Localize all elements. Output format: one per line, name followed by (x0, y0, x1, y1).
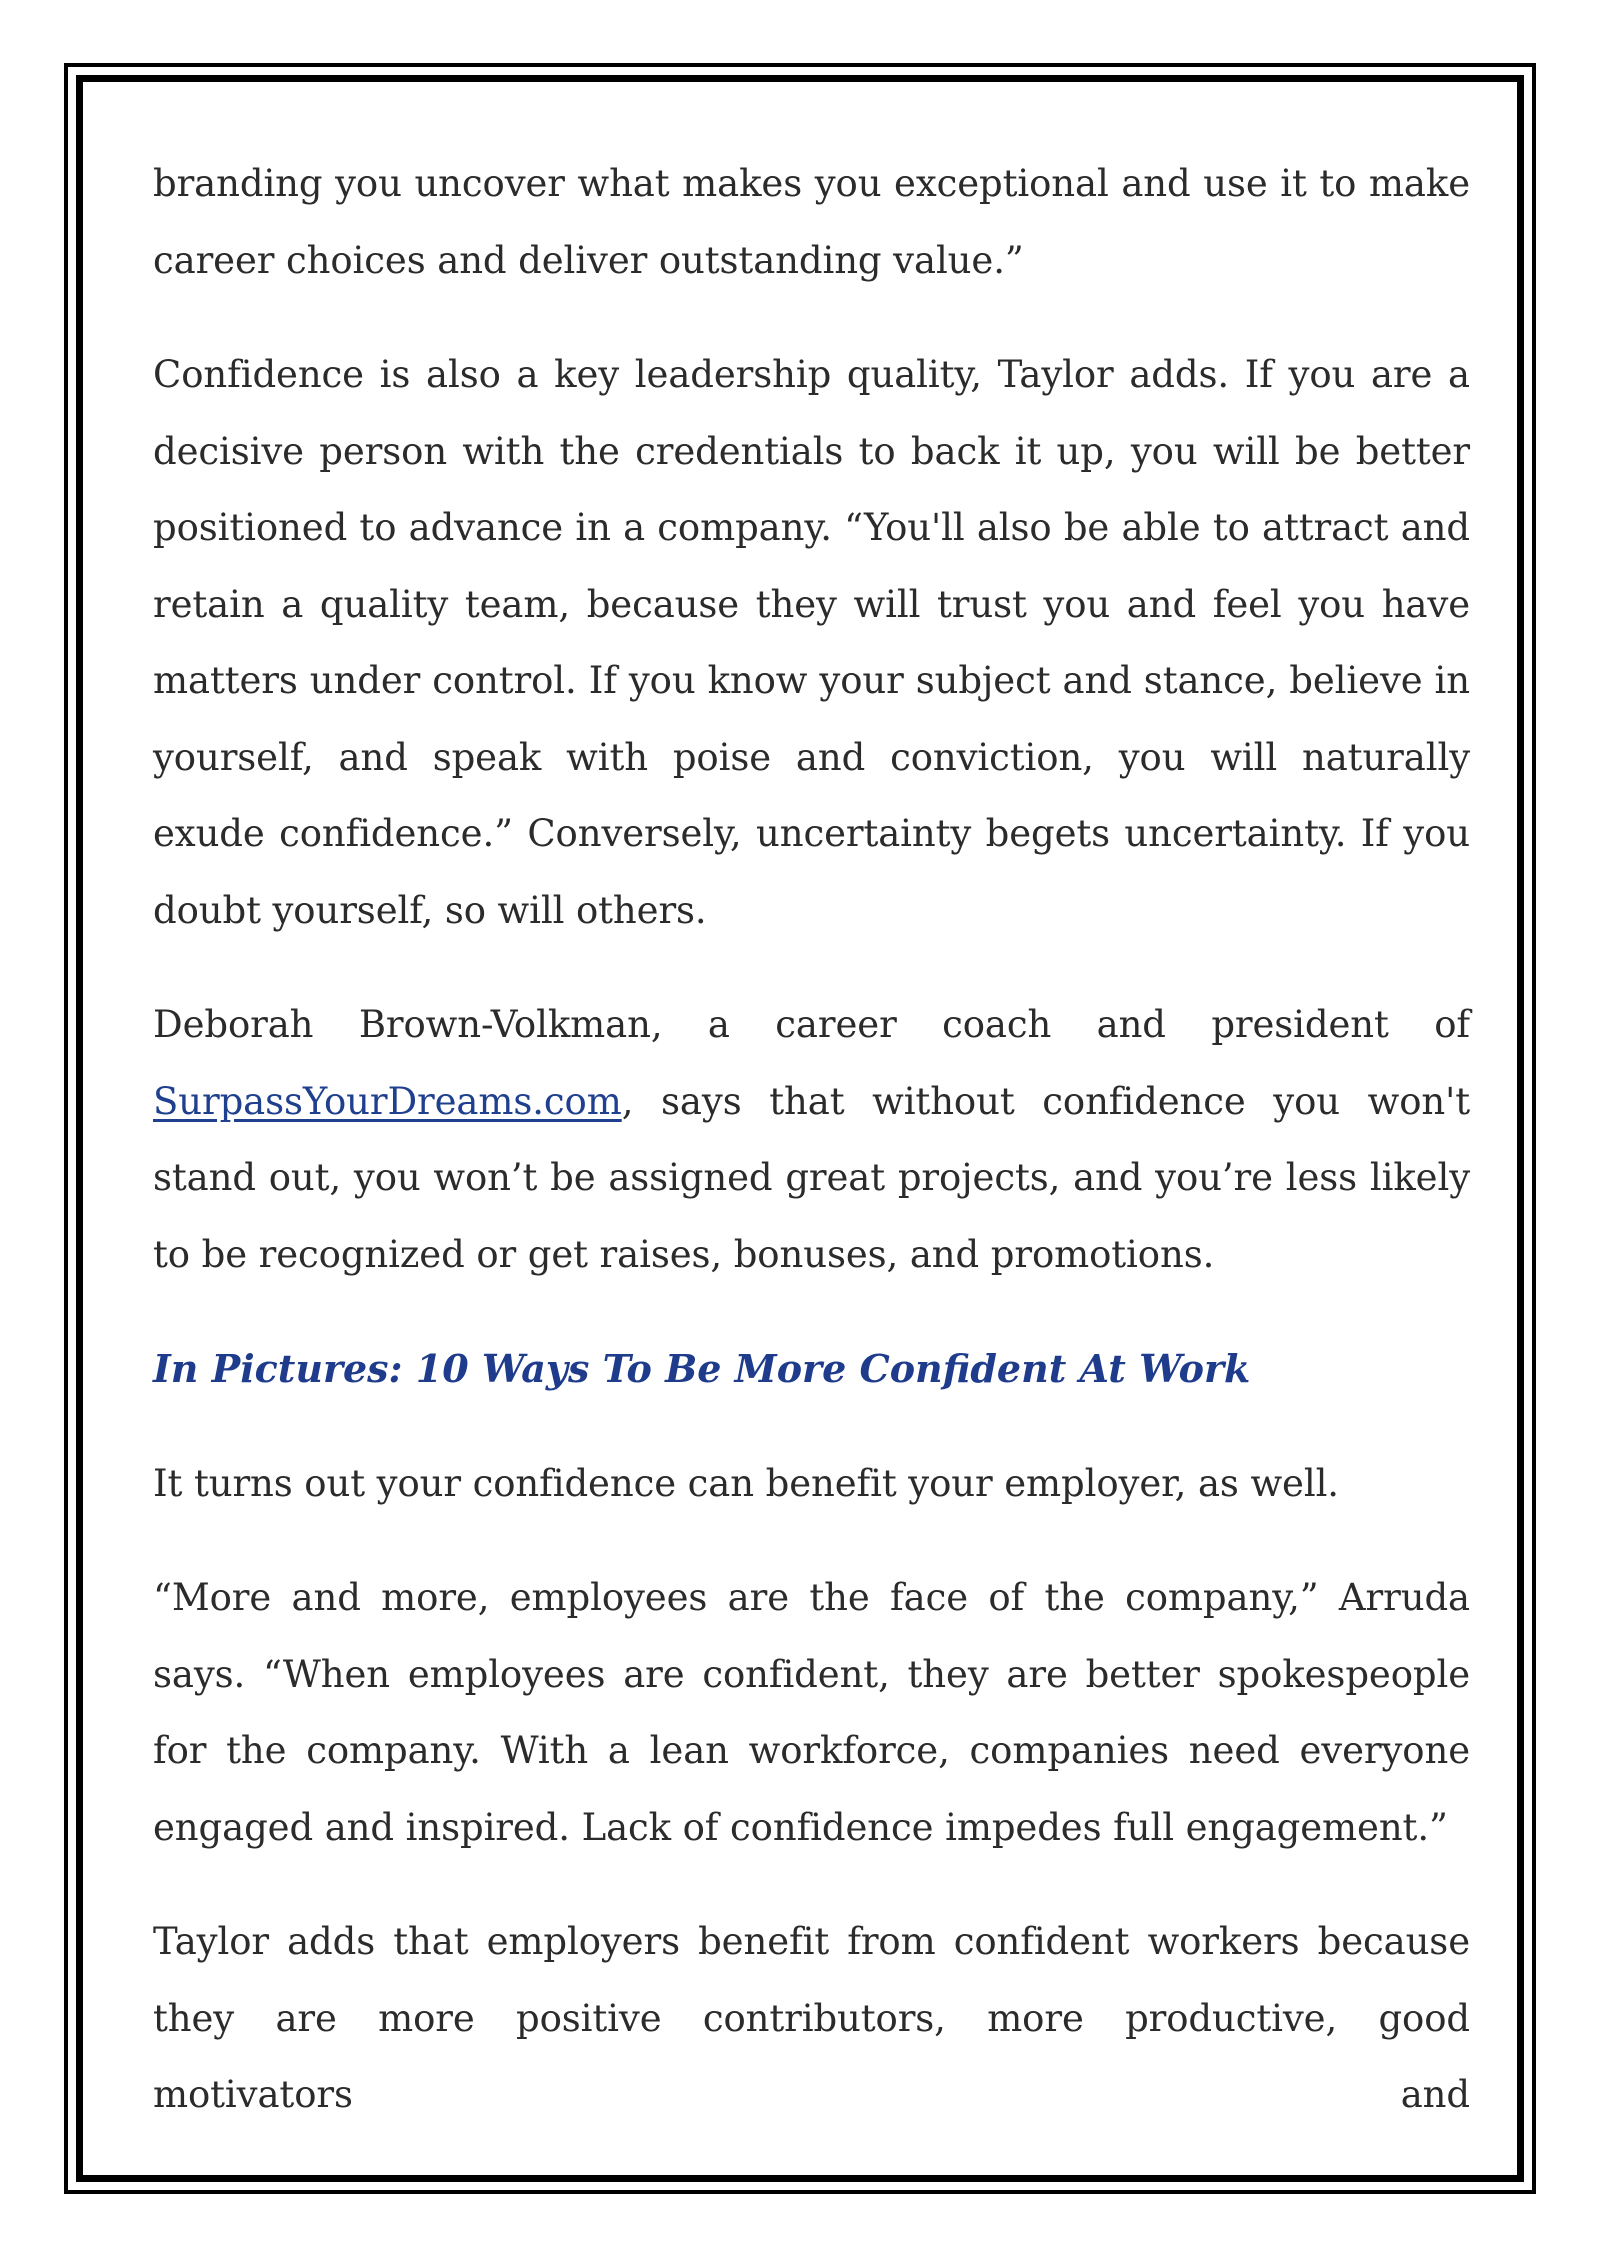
section-heading-link[interactable]: In Pictures: 10 Ways To Be More Confident At Work (153, 1346, 1251, 1391)
document-body (153, 146, 1470, 2172)
paragraph-2: Confidence is also a key leadership quality, Taylor adds. If you are a decisive person with the credentials to back it up, you will be better positioned to advance in a company. “You'll also be able to attract and retain a quality team, because they will trust you and feel you have matters under control. If you know your subject and stance, believe in yourself, and speak with poise and conviction, you will naturally exude confidence.” Conversely, uncertainty begets uncertainty. If you doubt yourself, so will others. (153, 353, 1470, 932)
paragraph-5: “More and more, employees are the face of the company,” Arruda says. “When employees are confident, they are better spokespeople for the company. With a lean workforce, companies need everyone engaged and inspired. Lack of confidence impedes full engagement.” (153, 1576, 1470, 1849)
paragraph-1: branding you uncover what makes you exceptional and use it to make career choices and deliver outstanding value.” (153, 162, 1470, 282)
paragraph-3 (153, 987, 1470, 1293)
paragraph-3-text-start: Deborah Brown-Volkman, a career coach and president of (153, 1003, 1470, 1046)
surpassyourdreams-link[interactable]: SurpassYourDreams.com (153, 1079, 622, 1123)
paragraph-4: It turns out your confidence can benefit your employer, as well. (153, 1461, 1339, 1505)
paragraph-3-text-end: , says that without confidence you won't stand out, you won’t be assigned great projects, and you’re less likely to be recognized or get raises, bonuses, and promotions. (153, 1079, 1470, 1276)
paragraph-6: Taylor adds that employers benefit from confident workers because they are more positive contributors, more productive, good motivators and (153, 1920, 1470, 2116)
